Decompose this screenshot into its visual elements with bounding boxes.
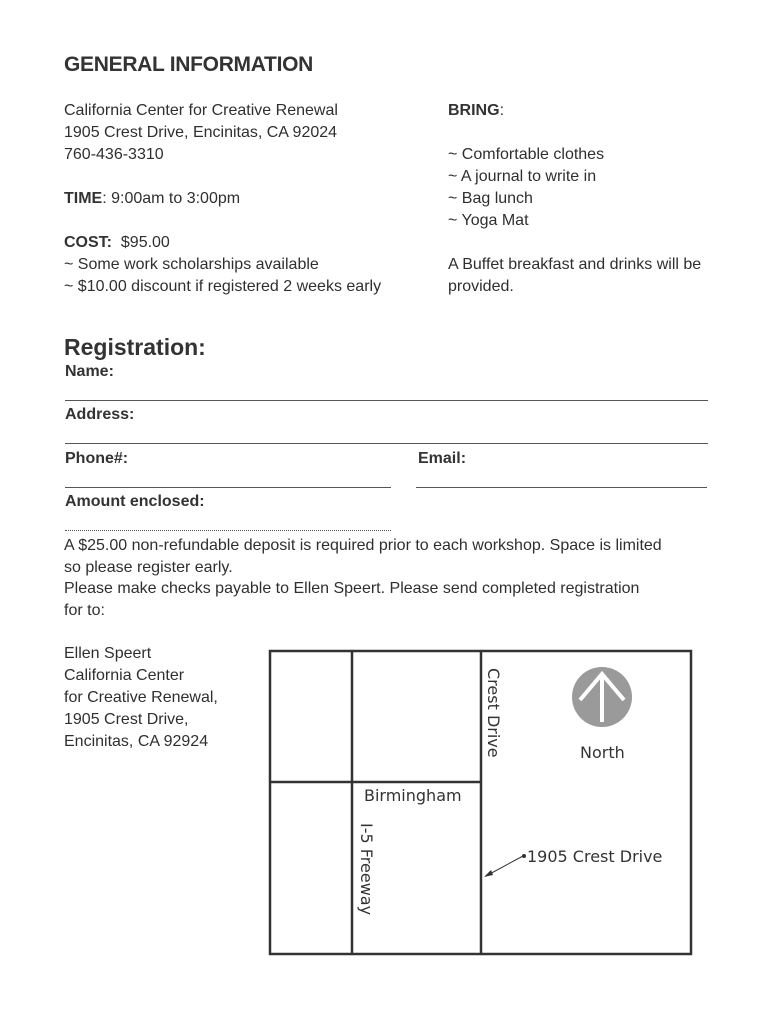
notice-line: Please make checks payable to Ellen Speert. Please send completed registration bbox=[64, 580, 640, 597]
time-value: : 9:00am to 3:00pm bbox=[102, 190, 241, 207]
org-name: California Center for Creative Renewal bbox=[64, 102, 338, 119]
bring-label: BRING bbox=[448, 102, 500, 119]
org-phone: 760-436-3310 bbox=[64, 146, 164, 163]
crest-drive-label: Crest Drive bbox=[484, 668, 503, 758]
address-line: for Creative Renewal, bbox=[64, 689, 218, 706]
address-line: Ellen Speert bbox=[64, 645, 152, 662]
address-line: California Center bbox=[64, 667, 185, 684]
buffet-note: A Buffet breakfast and drinks will be bbox=[448, 256, 702, 273]
cost-value: $95.00 bbox=[112, 234, 170, 251]
destination-label: 1905 Crest Drive bbox=[527, 847, 663, 866]
notice-line: A $25.00 non-refundable deposit is required prior to each workshop. Space is limited bbox=[64, 537, 662, 554]
address-label: Address: bbox=[65, 406, 135, 423]
address-line: Encinitas, CA 92924 bbox=[64, 733, 209, 750]
org-address: 1905 Crest Drive, Encinitas, CA 92024 bbox=[64, 124, 338, 141]
time-label: TIME bbox=[64, 190, 103, 207]
cost-note: ~ $10.00 discount if registered 2 weeks early bbox=[64, 278, 382, 295]
page-title: GENERAL INFORMATION bbox=[64, 53, 314, 76]
north-label: North bbox=[580, 743, 625, 762]
registration-title: Registration: bbox=[64, 334, 206, 360]
name-label: Name: bbox=[65, 363, 114, 380]
bring-item: ~ Bag lunch bbox=[448, 190, 533, 207]
amount-label: Amount enclosed: bbox=[65, 493, 205, 510]
email-label: Email: bbox=[418, 450, 467, 467]
address-line: 1905 Crest Drive, bbox=[64, 711, 189, 728]
cost-note: ~ Some work scholarships available bbox=[64, 256, 319, 273]
bring-item: ~ Comfortable clothes bbox=[448, 146, 605, 163]
bring-colon: : bbox=[499, 102, 505, 119]
notice-line: for to: bbox=[64, 601, 105, 619]
destination-pointer-icon bbox=[484, 854, 526, 877]
birmingham-label: Birmingham bbox=[364, 786, 462, 805]
buffet-note: provided. bbox=[448, 278, 514, 295]
north-arrow-icon bbox=[572, 667, 632, 727]
phone-label: Phone#: bbox=[65, 450, 129, 467]
bring-item: ~ A journal to write in bbox=[448, 168, 597, 185]
freeway-label: I-5 Freeway bbox=[357, 823, 376, 916]
bring-item: ~ Yoga Mat bbox=[448, 212, 529, 229]
cost-label: COST: bbox=[64, 234, 112, 251]
notice-line: so please register early. bbox=[64, 558, 233, 576]
